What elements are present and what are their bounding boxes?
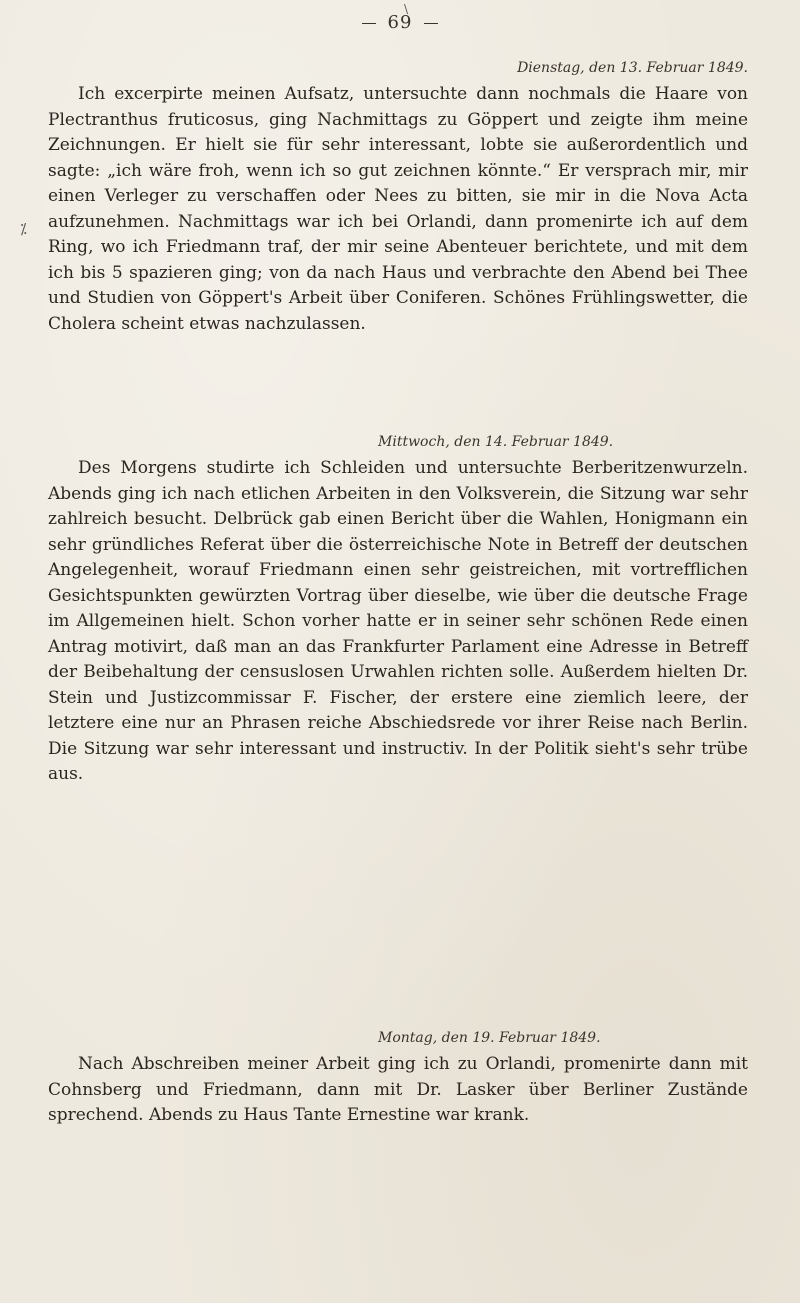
entry-text: Nach Abschreiben meiner Arbeit ging ich zu Orlandi, promenirte dann mit Cohnsberg und Friedmann, dann mit Dr. Lasker über Berliner Zustände sprechend. Abends zu Haus Tante Ernestine war krank. <box>48 1054 748 1125</box>
entry-date: Dienstag, den 13. Februar 1849. <box>517 60 748 76</box>
page-header <box>0 12 800 33</box>
diary-entry-3 <box>48 1030 748 1129</box>
diary-entry-1 <box>48 60 748 337</box>
top-mark: \ <box>404 2 409 16</box>
entry-text: Des Morgens studirte ich Schleiden und untersuchte Berberitzenwurzeln. Abends ging ich nach etlichen Arbeiten in den Volksverein, die Sitzung war sehr zahlreich besucht. Delbrück gab einen Bericht über die Wahlen, Honigmann ein sehr gründliches Referat über die österreichische Note in Betreff der deutschen Angelegenheit, worauf Friedmann einen sehr geistreichen, mit vortrefflichen Gesichtspunkten gewürzten Vortrag über dieselbe, wie über die deutsche Frage im Allgemeinen hielt. Schon vorher hatte er in seiner sehr schönen Rede einen Antrag motivirt, daß man an das Frankfurter Parlament eine Adresse in Betreff der Beibehaltung der censuslosen Urwahlen richten solle. Außerdem hielten Dr. Stein und Justizcommissar F. Fischer, der erstere eine ziemlich leere, der letztere eine nur an Phrasen reiche Abschiedsrede vor ihrer Reise nach Berlin. Die Sitzung war sehr interessant und instructiv. In der Politik sieht's sehr trübe aus. <box>48 458 748 784</box>
entry-text: Ich excerpirte meinen Aufsatz, untersuchte dann nochmals die Haare von Plectranthus fruticosus, ging Nachmittags zu Göppert und zeigte ihm meine Zeichnungen. Er hielt sie für sehr interessant, lobte sie außerordentlich und sagte: „ich wäre froh, wenn ich so gut zeichnen könnte.“ Er versprach mir, mir einen Verleger zu verschaffen oder Nees zu bitten, sie mir in die Nova Acta aufzunehmen. Nachmittags war ich bei Orlandi, dann promenirte ich auf dem Ring, wo ich Friedmann traf, der mir seine Abenteuer berichtete, und mit dem ich bis 5 spazieren ging; von da nach Haus und verbrachte den Abend bei Thee und Studien von Göppert's Arbeit über Coniferen. Schönes Frühlingswetter, die Cholera scheint etwas nachzulassen. <box>48 84 748 334</box>
entry-date: Montag, den 19. Februar 1849. <box>378 1030 601 1046</box>
header-dash-right <box>424 23 438 24</box>
margin-mark: ⁒ <box>20 220 27 238</box>
entry-date: Mittwoch, den 14. Februar 1849. <box>378 434 614 450</box>
header-dash-left <box>362 23 376 24</box>
diary-entry-2 <box>48 434 748 788</box>
page-number: 69 <box>387 12 413 33</box>
